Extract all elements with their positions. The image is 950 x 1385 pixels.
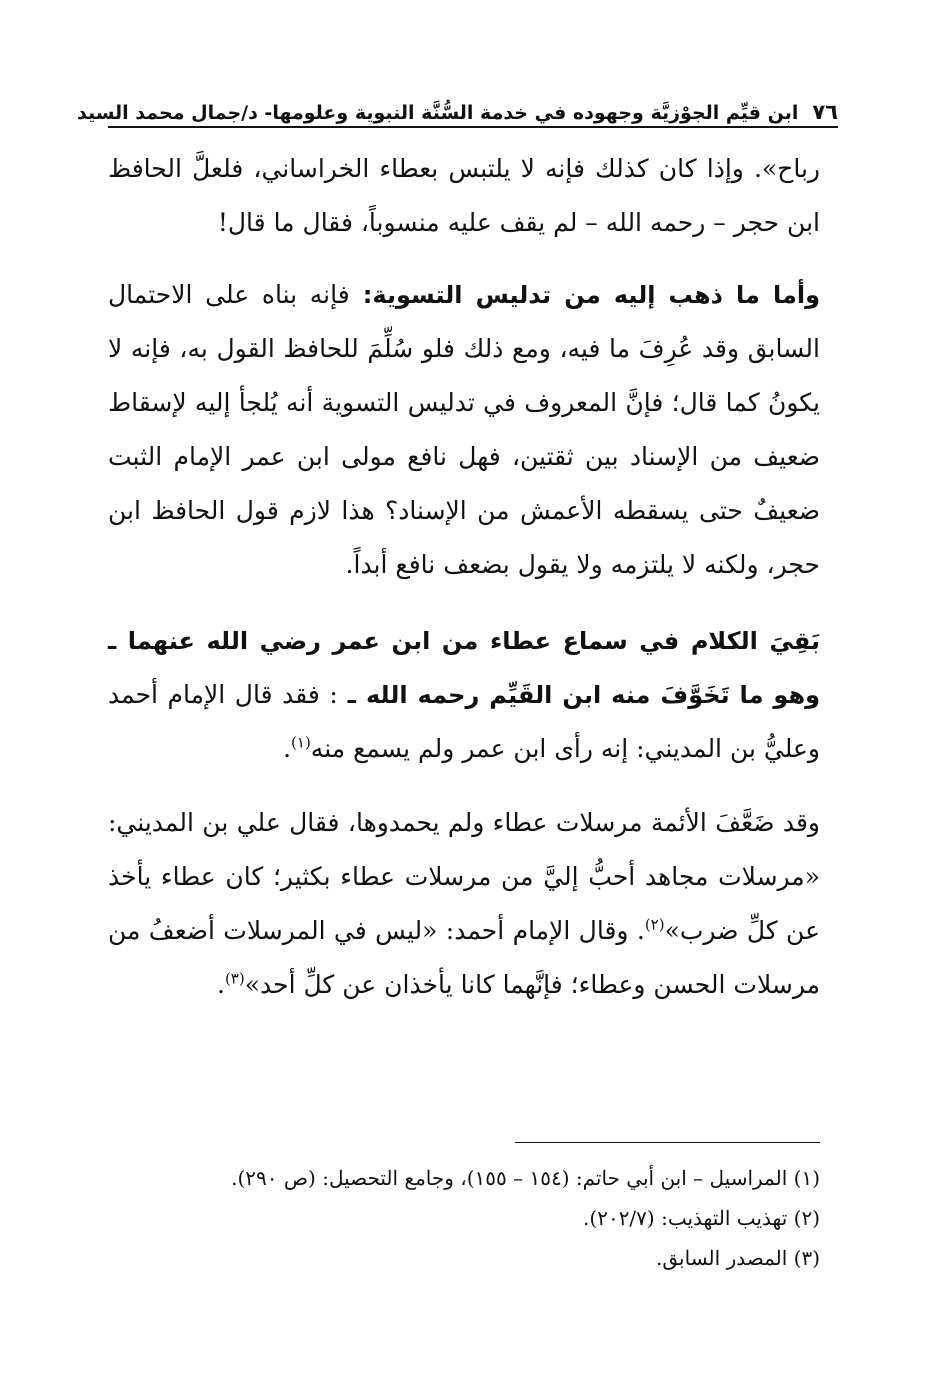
paragraph-tail: . bbox=[283, 734, 292, 763]
body-text bbox=[108, 142, 820, 1012]
paragraph-text: . وقال الإمام أحمد: «ليس في المرسلات أضعفُ من مرسلات الحسن وعطاء؛ فإنَّهما كانا يأخذان عن كلِّ أحد» bbox=[108, 916, 820, 999]
footnote-reference: (٣) bbox=[224, 969, 245, 988]
paragraph-text: رباح». وإذا كان كذلك فإنه لا يلتبس بعطاء الخراساني، فلعلَّ الحافظ ابن حجر – رحمه الله – لم يقف عليه منسوباً، فقال ما قال! bbox=[108, 154, 820, 237]
footnote: (١) المراسيل – ابن أبي حاتم: (١٥٤ – ١٥٥)، وجامع التحصيل: (ص ٢٩٠). bbox=[231, 1166, 820, 1190]
footnotes bbox=[108, 1158, 820, 1278]
paragraph bbox=[108, 268, 820, 592]
running-title: ابن قيِّم الجوْزيَّة وجهوده في خدمة السُّنَّة النبوية وعلومها- د/جمال محمد السيد bbox=[76, 102, 799, 124]
paragraph bbox=[108, 796, 820, 1012]
paragraph bbox=[108, 614, 820, 776]
footnote-reference: (٢) bbox=[644, 915, 665, 934]
footnote-separator bbox=[515, 1142, 820, 1143]
paragraph-text: : فقد قال الإمام أحمد وعليُّ بن المديني: إنه رأى ابن عمر ولم يسمع منه bbox=[108, 680, 820, 763]
paragraph-heading: وأما ما ذهب إليه من تدليس التسوية: bbox=[349, 281, 820, 309]
page-number: ٧٦ bbox=[812, 100, 838, 124]
paragraph-heading: بَقِيَ الكلام في سماع عطاء من ابن عمر رضي الله عنهما ـ وهو ما تَخَوَّفَ منه ابن القَيِّم رحمه الله ـ bbox=[108, 627, 821, 709]
paragraph-tail: . bbox=[216, 970, 225, 999]
paragraph-text: فإنه بناه على الاحتمال السابق وقد عُرِفَ ما فيه، ومع ذلك فلو سُلِّمَ للحافظ القول به، فإنه لا يكونُ كما قال؛ فإنَّ المعروف في تدليس التسوية أنه يُلجأ إليه لإسقاط ضعيف من الإسناد بين ثقتين، فهل نافع مولى ابن عمر الإمام الثبت ضعيفٌ حتى يسقطه الأعمش من الإسناد؟ هذا لازم قول الحافظ ابن حجر، ولكنه لا يلتزمه ولا يقول بضعف نافع أبداً. bbox=[108, 280, 820, 579]
footnote: (٢) تهذيب التهذيب: (٢٠٢/٧). bbox=[583, 1206, 820, 1230]
paragraph bbox=[108, 142, 820, 250]
footnote: (٣) المصدر السابق. bbox=[656, 1246, 820, 1270]
paragraph-text: وقد ضَعَّفَ الأئمة مرسلات عطاء ولم يحمدوها، فقال علي بن المديني: «مرسلات مجاهد أحبُّ إليَّ من مرسلات عطاء بكثير؛ كان عطاء يأخذ عن كلِّ ضرب» bbox=[108, 808, 821, 945]
running-header bbox=[76, 92, 838, 128]
footnote-reference: (١) bbox=[291, 733, 311, 752]
